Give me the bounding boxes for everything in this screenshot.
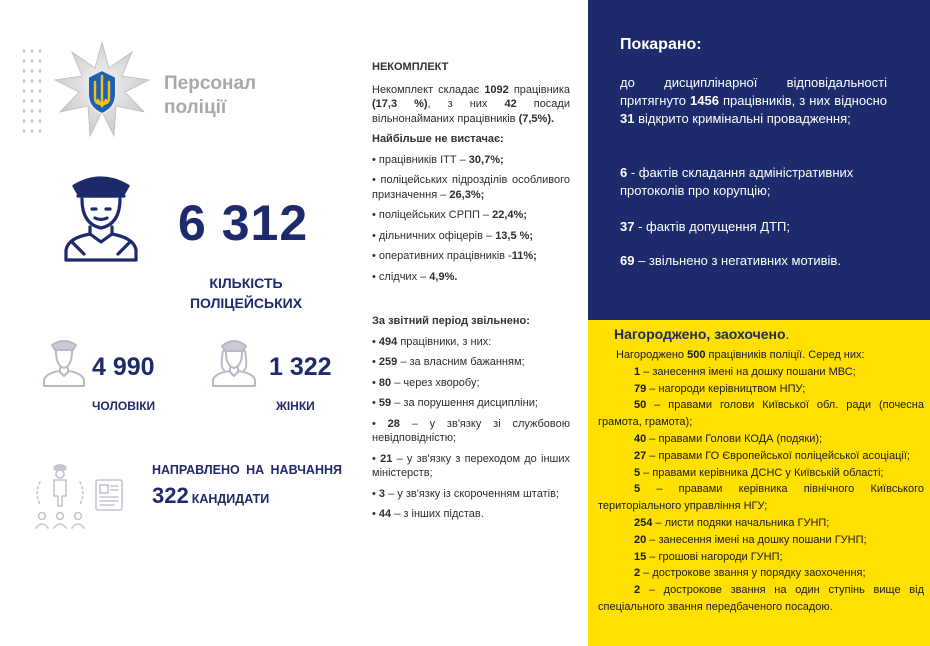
criminal-cases-count: 31 [620,111,635,126]
list-item-text: – дострокове звання на один ступінь вище від спеціального звання передбаченого посадою. [598,584,924,613]
list-item-text: – правами керівника північного Київського територіального управління НГУ; [598,483,924,513]
shortage-civil-count: 42 [504,98,517,110]
men-count: 4 990 [92,353,155,381]
list-item-value: 80 [378,376,392,389]
list-item-value: 259 [378,356,398,368]
list-item-value: 59 [378,397,392,409]
bullet: • [372,487,379,500]
list-item-value: 40 [634,432,647,445]
shortage-paragraph [372,83,570,127]
negative-dismissal-text: – звільнено з негативних мотивів. [634,253,841,268]
list-item-value: 13,5 %; [495,229,534,242]
list-item [372,487,570,502]
list-item-text: – правами керівника ДСНС у Київській області; [640,466,884,479]
list-item-text: – листи подяки начальника ГУНП; [652,516,830,529]
list-item [372,376,570,391]
bullet: • [372,508,379,520]
awards-intro-c: працівників поліції. Серед них: [705,349,865,361]
awards-total: 500 [687,349,706,361]
shortage-heading: НЕКОМПЛЕКТ [372,61,449,73]
list-item [588,448,928,465]
men-caption: ЧОЛОВІКИ [92,399,156,413]
punished-text-a: до дисциплінарної відповідальності притягнуто [620,75,887,108]
list-item-text: – з інших підстав. [391,508,484,520]
bullet: • [372,356,379,368]
list-item [588,431,928,448]
list-item-text: • слідчих – [372,270,430,283]
punished-disciplinary [620,74,887,128]
list-item [588,465,928,482]
list-item-value: 79 [634,382,647,395]
decorative-dot-grid [20,46,44,136]
most-needed-heading: Найбільше не вистачає: [372,133,504,145]
punished-text-e: відкрито кримінальні провадження; [634,111,851,126]
list-item [372,208,570,223]
punished-corruption [620,164,890,200]
training-count-suffix: КАНДИДАТИ [191,492,270,506]
list-item-text: • працівників ІТТ – [372,153,469,166]
list-item-value: 30,7%; [468,153,504,166]
shortage-percent: (17,3 %) [372,98,428,110]
total-police-count: 6 312 [178,195,309,251]
women-caption: ЖІНКИ [276,399,315,413]
list-item-text: – дострокове звання у порядку заохочення; [640,567,866,580]
staffing-column [372,60,570,522]
punished-panel [588,0,930,320]
list-item-text: – правами голови Київської обл. ради (почесна грамота, грамота); [598,399,924,429]
police-star-trident-icon [52,40,152,140]
awards-intro-a: Нагороджено [616,349,688,361]
list-item-text: – правами ГО Європейської поліцейської асоціації; [646,449,910,462]
list-item-value: 2 [634,584,641,597]
awards-title [614,326,789,342]
list-item-value: 26,3%; [449,188,485,201]
list-item-text: • оперативних працівників - [372,250,512,262]
punished-title: Покарано: [620,36,702,53]
training-count-line [152,483,342,509]
shortage-text-g: посади вільнонайманих працівників [372,98,570,125]
list-item [588,381,928,398]
list-item-value: 20 [634,533,647,546]
list-item-value: 3 [378,487,386,500]
bullet: • [372,335,379,348]
list-item-text: – грошові нагороди ГУНП; [646,550,783,563]
list-item [372,153,570,168]
list-item [372,173,570,202]
awards-list [588,347,928,616]
list-item-text: – нагороди керівництвом НПУ; [646,382,806,395]
total-caption-line2: ПОЛІЦЕЙСЬКИХ [189,295,303,311]
list-item-value: 44 [378,508,392,520]
list-item [588,397,928,431]
bullet: • [372,376,379,389]
traffic-text: - фактів допущення ДТП; [634,219,790,234]
list-item [372,396,570,411]
training-block [152,463,342,509]
shortage-text-c: працівника [508,83,570,96]
total-police-caption [186,273,306,313]
dismissed-list [372,335,570,522]
list-item [372,270,570,285]
list-item-text: – у зв'язку із скороченням штатів; [385,487,559,500]
list-item [588,515,928,532]
women-count: 1 322 [269,353,332,381]
dismissed-heading: За звітний період звільнено: [372,315,530,327]
total-caption-line1: КІЛЬКІСТЬ [209,275,283,291]
female-officer-icon [208,336,260,388]
list-item-value: 28 [387,417,400,430]
list-item-text: • поліцейських підрозділів особливого призначення – [372,174,570,201]
shortage-total: 1092 [484,83,509,96]
brand-title-line2: поліції [164,97,227,118]
list-item [588,532,928,549]
list-item-value: 4,9%. [429,270,458,283]
bullet: • [372,397,379,409]
awards-intro [588,347,928,364]
list-item-value: 22,4%; [492,209,527,221]
list-item-text: • поліцейських СРПП – [372,209,493,221]
male-officer-icon [40,336,88,388]
police-officer-icon [62,172,140,262]
list-item-text: – у зв'язку зі службовою невідповідністю; [372,417,570,444]
list-item-value: 27 [634,449,647,462]
corruption-count: 6 [620,165,628,180]
list-item-value: 5 [634,466,641,479]
training-group-icon [32,462,88,530]
list-item-value: 15 [634,550,647,563]
list-item [372,452,570,481]
punished-count: 1456 [690,93,719,108]
list-item-value: 494 [378,335,398,348]
list-item-text: працівники, з них: [397,335,492,348]
list-item [372,335,570,350]
traffic-count: 37 [620,219,635,234]
shortage-text-a: Некомплект складає [372,83,485,96]
punished-dismissed [620,252,890,270]
list-item-value: 1 [634,365,641,378]
list-item-text: – через хворобу; [391,376,480,389]
awards-title-text: Нагороджено, заохочено [614,326,786,342]
list-item [588,565,928,582]
awards-panel [588,320,930,646]
bullet: • [372,452,381,465]
list-item [372,417,570,446]
list-item-value: 21 [380,452,393,465]
list-item [372,507,570,522]
shortage-text-e: , з них [427,98,505,110]
brand-title-line1: Персонал [164,73,257,94]
list-item [372,249,570,264]
list-item-text: – за власним бажанням; [397,356,525,368]
shortage-list [372,153,570,285]
list-item [372,229,570,244]
negative-dismissal-count: 69 [620,253,635,268]
training-heading [152,463,342,477]
list-item [372,355,570,370]
list-item [588,481,928,515]
list-item [588,364,928,381]
brand-title [164,72,256,120]
list-item-text: – занесення імені на дошку пошани МВС; [640,365,856,378]
shortage-civil-percent: (7,5%). [518,112,555,125]
list-item-text: – правами Голови КОДА (подяки); [646,432,823,445]
list-item-text: – занесення імені на дошку пошани ГУНП; [646,533,867,546]
training-heading-word1: НАПРАВЛЕНО [152,463,240,477]
corruption-text: - фактів складання адміністративних протоколів про корупцію; [620,165,854,198]
list-item-text: – у зв'язку з переходом до інших міністерств; [372,452,570,479]
list-item [588,549,928,566]
list-item-value: 2 [634,567,641,580]
bullet: • [372,417,388,430]
training-heading-word3: НАВЧАННЯ [270,463,342,477]
list-item-text: – за порушення дисципліни; [391,397,538,409]
list-item [588,582,928,616]
list-item-value: 11%; [511,250,537,262]
punished-traffic [620,218,890,236]
list-item-value: 50 [634,399,647,412]
list-item-value: 5 [634,483,641,496]
training-heading-word2: НА [246,463,265,477]
training-count: 322 [152,483,189,508]
document-icon [94,478,124,512]
list-item-text: • дільничних офіцерів – [372,229,496,242]
awards-title-dot: . [785,326,790,342]
punished-text-c: працівників, з них відносно [718,93,887,108]
list-item-value: 254 [634,516,653,529]
